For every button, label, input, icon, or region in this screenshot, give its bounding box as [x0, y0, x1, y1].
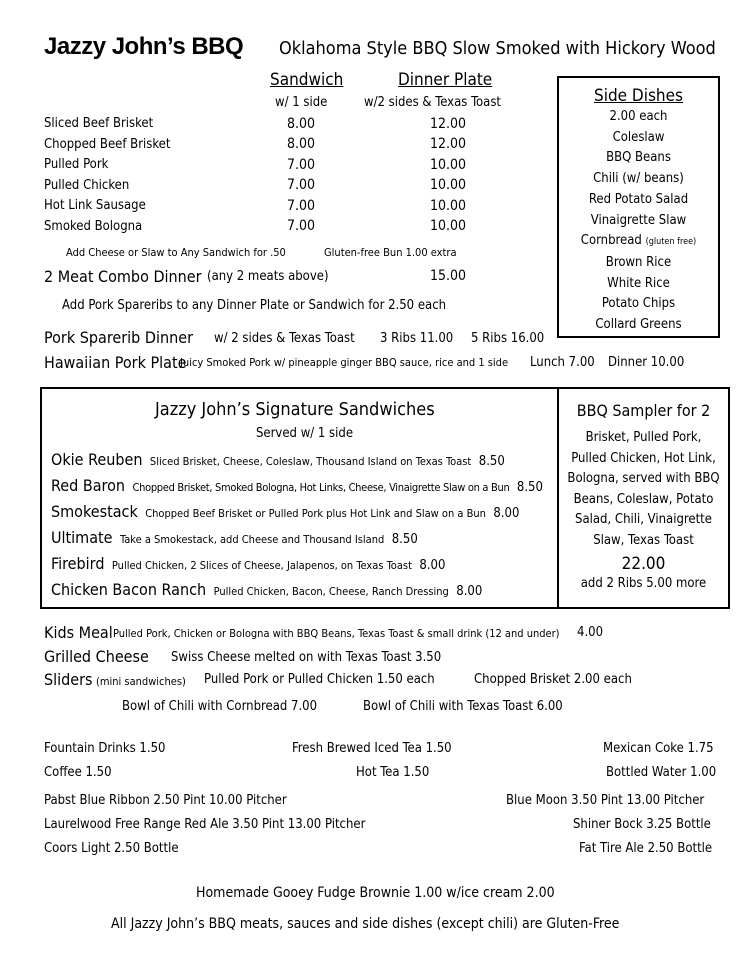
side-dish-item: Potato Chips	[601, 296, 676, 312]
signature-item-name: Ultimate	[51, 528, 113, 547]
spareribs-addon: Add Pork Spareribs to any Dinner Plate or Sandwich for 2.50 each	[62, 298, 447, 313]
menu-item-dinner-price: 12.00	[430, 116, 467, 132]
side-dish-item: Chili (w/ beans)	[593, 171, 684, 187]
signature-item-name: Smokestack	[51, 502, 138, 521]
sampler-line: Pulled Chicken, Hot Link,	[571, 450, 716, 466]
drink-mexican-coke: Mexican Coke 1.75	[603, 741, 714, 756]
sliders-name: Sliders	[44, 670, 93, 689]
kids-meal-price: 4.00	[577, 625, 604, 640]
menu-item-dinner-price: 10.00	[430, 218, 467, 234]
side-dish-item: BBQ Beans	[606, 150, 671, 166]
drink-fountain: Fountain Drinks 1.50	[44, 741, 166, 756]
beer-laurelwood: Laurelwood Free Range Red Ale 3.50 Pint 13.00 Pitcher	[44, 817, 366, 832]
sparerib-3-ribs: 3 Ribs 11.00	[380, 331, 454, 346]
sampler-line: Bologna, served with BBQ	[567, 471, 720, 487]
side-dish-item: White Rice	[607, 275, 670, 291]
kids-meal-name: Kids Meal	[44, 623, 113, 642]
bbq-sampler	[559, 389, 728, 607]
menu-item-sandwich-price: 7.00	[287, 157, 316, 173]
signature-item-price: 8.50	[391, 532, 418, 547]
menu-item-sandwich-price: 7.00	[287, 177, 316, 193]
menu-item-name: Pulled Chicken	[44, 178, 130, 193]
side-dishes-list	[559, 107, 718, 336]
addon-cheese: Add Cheese or Slaw to Any Sandwich for .50	[66, 246, 286, 259]
signature-item-name: Okie Reuben	[51, 450, 143, 469]
signature-item	[51, 554, 445, 574]
signature-item	[51, 580, 482, 600]
signature-item-name: Chicken Bacon Ranch	[51, 580, 207, 599]
cornbread-label: Cornbread	[580, 233, 642, 249]
chili-texas-toast: Bowl of Chili with Texas Toast 6.00	[363, 699, 563, 714]
restaurant-title: Jazzy John’s BBQ	[44, 33, 244, 60]
hawaiian-dinner-price: Dinner 10.00	[608, 355, 685, 370]
signature-item-desc: Chopped Brisket, Smoked Bologna, Hot Links, Cheese, Vinaigrette Slaw on a Bun	[132, 481, 510, 494]
drink-coffee: Coffee 1.50	[44, 765, 112, 780]
signature-title: Jazzy John’s Signature Sandwiches	[155, 399, 435, 420]
hawaiian-lunch-price: Lunch 7.00	[530, 355, 595, 370]
signature-item-name: Red Baron	[51, 476, 126, 495]
sampler-addon: add 2 Ribs 5.00 more	[580, 575, 707, 591]
menu-item-sandwich-price: 8.00	[287, 116, 316, 132]
cornbread-note: (gluten free)	[645, 237, 697, 248]
sampler-title: BBQ Sampler for 2	[576, 401, 711, 420]
hawaiian-plate-desc: Juicy Smoked Pork w/ pineapple ginger BBQ sauce, rice and 1 side	[180, 356, 509, 369]
sliders-note: (mini sandwiches)	[96, 675, 186, 688]
menu-item-sandwich-price: 7.00	[287, 198, 316, 214]
signature-item	[51, 528, 418, 548]
col-sandwich-sub: w/ 1 side	[275, 95, 328, 110]
menu-item-sandwich-price: 8.00	[287, 136, 316, 152]
grilled-cheese-desc: Swiss Cheese melted on with Texas Toast 3.50	[171, 650, 442, 665]
signature-item-price: 8.50	[516, 480, 543, 495]
signature-item-desc: Pulled Chicken, 2 Slices of Cheese, Jalapenos, on Texas Toast	[111, 559, 412, 572]
menu-item-name: Hot Link Sausage	[44, 198, 146, 213]
signature-item-desc: Chopped Beef Brisket or Pulled Pork plus Hot Link and Slaw on a Bun	[145, 507, 486, 520]
side-dish-item: Red Potato Salad	[588, 191, 689, 207]
sampler-price: 22.00	[621, 553, 666, 574]
side-dish-cornbread	[559, 231, 718, 253]
signature-item-desc: Sliced Brisket, Cheese, Coleslaw, Thousand Island on Texas Toast	[149, 455, 472, 468]
sampler-description	[559, 428, 728, 552]
menu-item-dinner-price: 10.00	[430, 177, 467, 193]
signature-item-name: Firebird	[51, 554, 105, 573]
sparerib-dinner-desc: w/ 2 sides & Texas Toast	[214, 331, 355, 346]
brownie-dessert: Homemade Gooey Fudge Brownie 1.00 w/ice cream 2.00	[196, 885, 555, 901]
beer-blue-moon: Blue Moon 3.50 Pint 13.00 Pitcher	[506, 793, 705, 808]
signature-item	[51, 502, 519, 522]
col-dinner-sub: w/2 sides & Texas Toast	[364, 95, 501, 110]
menu-item-name: Smoked Bologna	[44, 219, 143, 234]
drink-iced-tea: Fresh Brewed Iced Tea 1.50	[292, 741, 452, 756]
col-dinner-header: Dinner Plate	[398, 70, 493, 90]
signature-item-price: 8.00	[493, 506, 520, 521]
grilled-cheese-name: Grilled Cheese	[44, 647, 149, 666]
beer-shiner: Shiner Bock 3.25 Bottle	[573, 817, 711, 832]
restaurant-subtitle: Oklahoma Style BBQ Slow Smoked with Hickory Wood	[279, 38, 716, 59]
beer-pabst: Pabst Blue Ribbon 2.50 Pint 10.00 Pitcher	[44, 793, 287, 808]
beer-coors: Coors Light 2.50 Bottle	[44, 841, 179, 856]
side-dishes-box	[557, 76, 720, 338]
drink-bottled-water: Bottled Water 1.00	[606, 765, 717, 780]
signature-item-desc: Take a Smokestack, add Cheese and Thousand Island	[119, 533, 385, 546]
sliders-brisket-price: Chopped Brisket 2.00 each	[474, 672, 632, 687]
signature-served: Served w/ 1 side	[256, 426, 354, 441]
sampler-line: Slaw, Texas Toast	[593, 532, 694, 548]
menu-item-dinner-price: 12.00	[430, 136, 467, 152]
sampler-line: Salad, Chili, Vinaigrette	[575, 512, 712, 528]
signature-item	[51, 450, 505, 470]
chili-cornbread: Bowl of Chili with Cornbread 7.00	[122, 699, 318, 714]
side-dish-item: Vinaigrette Slaw	[590, 212, 687, 228]
signature-item	[51, 476, 543, 496]
side-dish-item: Coleslaw	[612, 129, 665, 145]
gluten-free-bun: Gluten-free Bun 1.00 extra	[324, 246, 457, 259]
sampler-line: Beans, Coleslaw, Potato	[573, 491, 714, 507]
side-dish-item: Brown Rice	[605, 254, 672, 270]
side-dishes-title: Side Dishes	[593, 86, 684, 106]
combo-dinner-name: 2 Meat Combo Dinner	[44, 267, 202, 286]
menu-item-name: Sliced Beef Brisket	[44, 116, 154, 131]
menu-item-sandwich-price: 7.00	[287, 218, 316, 234]
side-dish-item: Collard Greens	[595, 317, 682, 333]
hawaiian-plate-name: Hawaiian Pork Plate	[44, 353, 187, 372]
sampler-line: Brisket, Pulled Pork,	[585, 430, 702, 445]
signature-item-price: 8.00	[419, 558, 446, 573]
signature-item-price: 8.00	[456, 584, 483, 599]
kids-meal-desc: Pulled Pork, Chicken or Bologna with BBQ Beans, Texas Toast & small drink (12 and under)	[113, 627, 560, 640]
gluten-free-note: All Jazzy John’s BBQ meats, sauces and side dishes (except chili) are Gluten-Free	[111, 916, 620, 932]
menu-item-dinner-price: 10.00	[430, 157, 467, 173]
col-sandwich-header: Sandwich	[270, 70, 344, 90]
sparerib-5-ribs: 5 Ribs 16.00	[471, 331, 545, 346]
side-dishes-price: 2.00 each	[609, 109, 668, 124]
drink-hot-tea: Hot Tea 1.50	[356, 765, 430, 780]
combo-dinner-note: (any 2 meats above)	[207, 269, 329, 284]
sliders-pork-price: Pulled Pork or Pulled Chicken 1.50 each	[204, 672, 435, 687]
combo-dinner-price: 15.00	[430, 268, 467, 284]
sparerib-dinner-name: Pork Sparerib Dinner	[44, 328, 193, 347]
signature-item-price: 8.50	[478, 454, 505, 469]
menu-item-name: Chopped Beef Brisket	[44, 137, 171, 152]
signature-item-desc: Pulled Chicken, Bacon, Cheese, Ranch Dressing	[213, 585, 449, 598]
beer-fat-tire: Fat Tire Ale 2.50 Bottle	[579, 841, 713, 856]
menu-item-name: Pulled Pork	[44, 157, 109, 172]
menu-item-dinner-price: 10.00	[430, 198, 467, 214]
